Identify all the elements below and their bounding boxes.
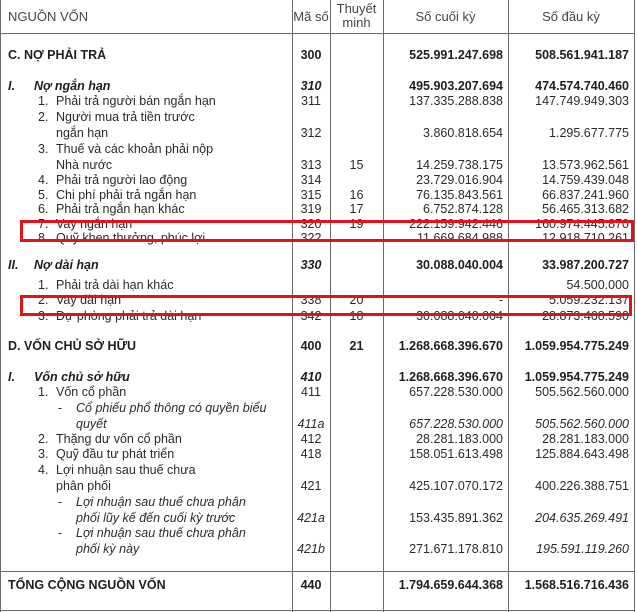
- row-start-value: 1.568.516.716.436: [524, 578, 629, 592]
- row-code: 440: [300, 578, 322, 592]
- row-label: D. VỐN CHỦ SỞ HỮU: [8, 339, 136, 353]
- row-note: 19: [349, 217, 364, 231]
- row-prefix: -: [58, 526, 63, 540]
- row-prefix: -: [58, 401, 63, 415]
- row-end-value: 1.794.659.644.368: [398, 578, 503, 592]
- col-rule: [0, 0, 1, 612]
- row-note: 15: [349, 158, 364, 172]
- row-prefix: 6.: [38, 202, 49, 216]
- row-code: 314: [300, 173, 322, 187]
- row-code: 421: [300, 479, 322, 493]
- row-end-value: 1.268.668.396.670: [398, 370, 503, 384]
- row-start-value: 1.295.677.775: [549, 126, 629, 140]
- row-code: 421b: [297, 542, 325, 556]
- row-prefix: 8.: [38, 231, 49, 245]
- row-start-value: 5.059.232.137: [549, 293, 629, 307]
- row-end-value: 657.228.530.000: [409, 385, 503, 399]
- row-label: phối kỳ này: [76, 542, 140, 556]
- row-code: 330: [300, 258, 322, 272]
- row-label: Quỹ đầu tư phát triển: [56, 447, 175, 461]
- row-prefix: 1.: [38, 278, 49, 292]
- row-end-value: 23.729.016.904: [416, 173, 503, 187]
- table-bottom-rule: [0, 610, 635, 611]
- row-label: C. NỢ PHẢI TRẢ: [8, 48, 107, 62]
- row-label: Quỹ khen thưởng, phúc lợi: [56, 231, 206, 245]
- row-code: 312: [300, 126, 322, 140]
- row-end-value: -: [498, 293, 503, 307]
- row-start-value: 1.059.954.775.249: [524, 370, 629, 384]
- row-code: 418: [300, 447, 322, 461]
- highlight-vay-ngan-han: [20, 220, 634, 242]
- header-bottom-rule: [0, 33, 635, 34]
- row-end-value: 1.268.668.396.670: [398, 339, 503, 353]
- header-end-period: Số cuối kỳ: [415, 9, 476, 24]
- row-start-value: 160.974.445.870: [535, 217, 629, 231]
- row-code: 313: [300, 158, 322, 172]
- row-code: 310: [300, 79, 322, 93]
- row-code: 410: [300, 370, 322, 384]
- row-start-value: 33.987.200.727: [542, 258, 629, 272]
- row-label: ngắn hạn: [56, 126, 109, 140]
- row-start-value: 195.591.119.260: [536, 542, 629, 556]
- row-label: Nợ dài hạn: [34, 258, 99, 272]
- row-prefix: 1.: [38, 94, 49, 108]
- row-end-value: 158.051.613.498: [409, 447, 503, 461]
- row-end-value: 222.159.942.446: [409, 217, 503, 231]
- header-note-line1: Thuyết: [336, 1, 377, 16]
- row-start-value: 400.226.388.751: [535, 479, 629, 493]
- row-prefix: 7.: [38, 217, 49, 231]
- row-label: Vốn chủ sở hữu: [34, 370, 130, 384]
- row-code: 320: [300, 217, 322, 231]
- row-label: Vay dài hạn: [56, 293, 122, 307]
- row-label: Lợi nhuận sau thuế chưa: [56, 463, 196, 477]
- row-label: Phải trả người bán ngắn hạn: [56, 94, 216, 108]
- header-source: NGUỒN VỐN: [8, 9, 89, 24]
- row-label: phân phối: [56, 479, 111, 493]
- row-start-value: 505.562.560.000: [535, 417, 629, 431]
- header-note-line2: minh: [342, 15, 371, 30]
- row-start-value: 1.059.954.775.249: [524, 339, 629, 353]
- row-note: 20: [349, 293, 364, 307]
- row-start-value: 505.562.560.000: [535, 385, 629, 399]
- row-start-value: 28.873.468.590: [542, 309, 629, 323]
- row-note: 16: [349, 188, 364, 202]
- row-prefix: 1.: [38, 385, 49, 399]
- row-label: Nợ ngắn hạn: [34, 79, 111, 93]
- row-code: 400: [300, 339, 322, 353]
- row-label: Phải trả dài hạn khác: [56, 278, 174, 292]
- row-start-value: 66.837.241.960: [542, 188, 629, 202]
- header-code: Mã số: [293, 9, 329, 24]
- row-end-value: 425.107.070.172: [409, 479, 503, 493]
- row-start-value: 28.281.183.000: [542, 432, 629, 446]
- row-end-value: 657.228.530.000: [409, 417, 503, 431]
- highlight-vay-dai-han: [20, 295, 632, 316]
- row-start-value: 147.749.949.303: [535, 94, 629, 108]
- row-code: 411: [301, 385, 321, 399]
- row-end-value: 3.860.818.654: [423, 126, 503, 140]
- row-label: Dự phòng phải trả dài hạn: [56, 309, 202, 323]
- row-prefix: I.: [8, 79, 15, 93]
- row-label: Người mua trả tiền trước: [56, 110, 195, 124]
- row-code: 412: [300, 432, 322, 446]
- row-note: 21: [349, 339, 364, 353]
- row-prefix: 4.: [38, 173, 49, 187]
- row-label: Cổ phiếu phổ thông có quyền biểu: [76, 401, 267, 415]
- row-note: 17: [349, 202, 364, 216]
- row-code: 411a: [297, 417, 325, 431]
- row-prefix: 2.: [38, 293, 49, 307]
- row-prefix: 2.: [38, 110, 49, 124]
- row-label: Phải trả người lao động: [56, 173, 188, 187]
- row-label: Vốn cổ phần: [56, 385, 127, 399]
- row-note: 18: [349, 309, 364, 323]
- row-label: Phải trả ngắn hạn khác: [56, 202, 185, 216]
- row-prefix: 5.: [38, 188, 49, 202]
- row-prefix: 3.: [38, 142, 49, 156]
- row-end-value: 525.991.247.698: [409, 48, 503, 62]
- row-end-value: 30.088.040.004: [416, 258, 503, 272]
- row-end-value: 30.088.040.004: [416, 309, 503, 323]
- row-start-value: 14.759.439.048: [542, 173, 629, 187]
- row-end-value: 153.435.891.362: [409, 511, 503, 525]
- row-end-value: 6.752.874.128: [423, 202, 503, 216]
- row-label: TỔNG CỘNG NGUỒN VỐN: [8, 578, 166, 592]
- row-start-value: 13.573.962.561: [542, 158, 629, 172]
- row-label: phối lũy kế đến cuối kỳ trước: [76, 511, 236, 525]
- col-rule: [634, 0, 635, 612]
- row-end-value: 137.335.288.838: [409, 94, 503, 108]
- row-label: Lợi nhuận sau thuế chưa phân: [76, 495, 246, 509]
- row-label: Thuế và các khoản phải nộp: [56, 142, 214, 156]
- row-end-value: 14.259.738.175: [416, 158, 503, 172]
- row-end-value: 495.903.207.694: [409, 79, 503, 93]
- row-code: 300: [300, 48, 322, 62]
- row-code: 322: [300, 231, 322, 245]
- header-start-period: Số đầu kỳ: [542, 9, 600, 24]
- row-prefix: 2.: [38, 432, 49, 446]
- row-code: 311: [301, 94, 321, 108]
- row-start-value: 204.635.269.491: [535, 511, 629, 525]
- row-start-value: 56.465.313.682: [542, 202, 629, 216]
- row-prefix: 3.: [38, 447, 49, 461]
- row-code: 338: [300, 293, 322, 307]
- row-end-value: 76.135.843.561: [416, 188, 503, 202]
- row-end-value: 28.281.183.000: [416, 432, 503, 446]
- row-code: 315: [300, 188, 322, 202]
- row-prefix: II.: [8, 258, 19, 272]
- row-end-value: 271.671.178.810: [409, 542, 503, 556]
- row-end-value: 11.669.684.988: [417, 231, 503, 245]
- total-top-rule: [0, 571, 635, 572]
- row-prefix: 4.: [38, 463, 49, 477]
- row-label: Thặng dư vốn cổ phần: [56, 432, 182, 446]
- row-start-value: 12.918.710.261: [542, 231, 629, 245]
- row-code: 342: [300, 309, 322, 323]
- row-prefix: I.: [8, 370, 15, 384]
- row-start-value: 125.884.643.498: [535, 447, 629, 461]
- row-label: Lợi nhuận sau thuế chưa phân: [76, 526, 246, 540]
- row-start-value: 54.500.000: [566, 278, 629, 292]
- row-start-value: 508.561.941.187: [535, 48, 629, 62]
- row-prefix: -: [58, 495, 63, 509]
- row-label: Nhà nước: [56, 158, 113, 172]
- row-start-value: 474.574.740.460: [535, 79, 629, 93]
- row-code: 319: [300, 202, 322, 216]
- row-label: Vay ngắn hạn: [56, 217, 133, 231]
- row-label: quyết: [76, 417, 107, 431]
- row-code: 421a: [297, 511, 325, 525]
- row-label: Chi phí phải trả ngắn hạn: [56, 188, 197, 202]
- row-prefix: 3.: [38, 309, 49, 323]
